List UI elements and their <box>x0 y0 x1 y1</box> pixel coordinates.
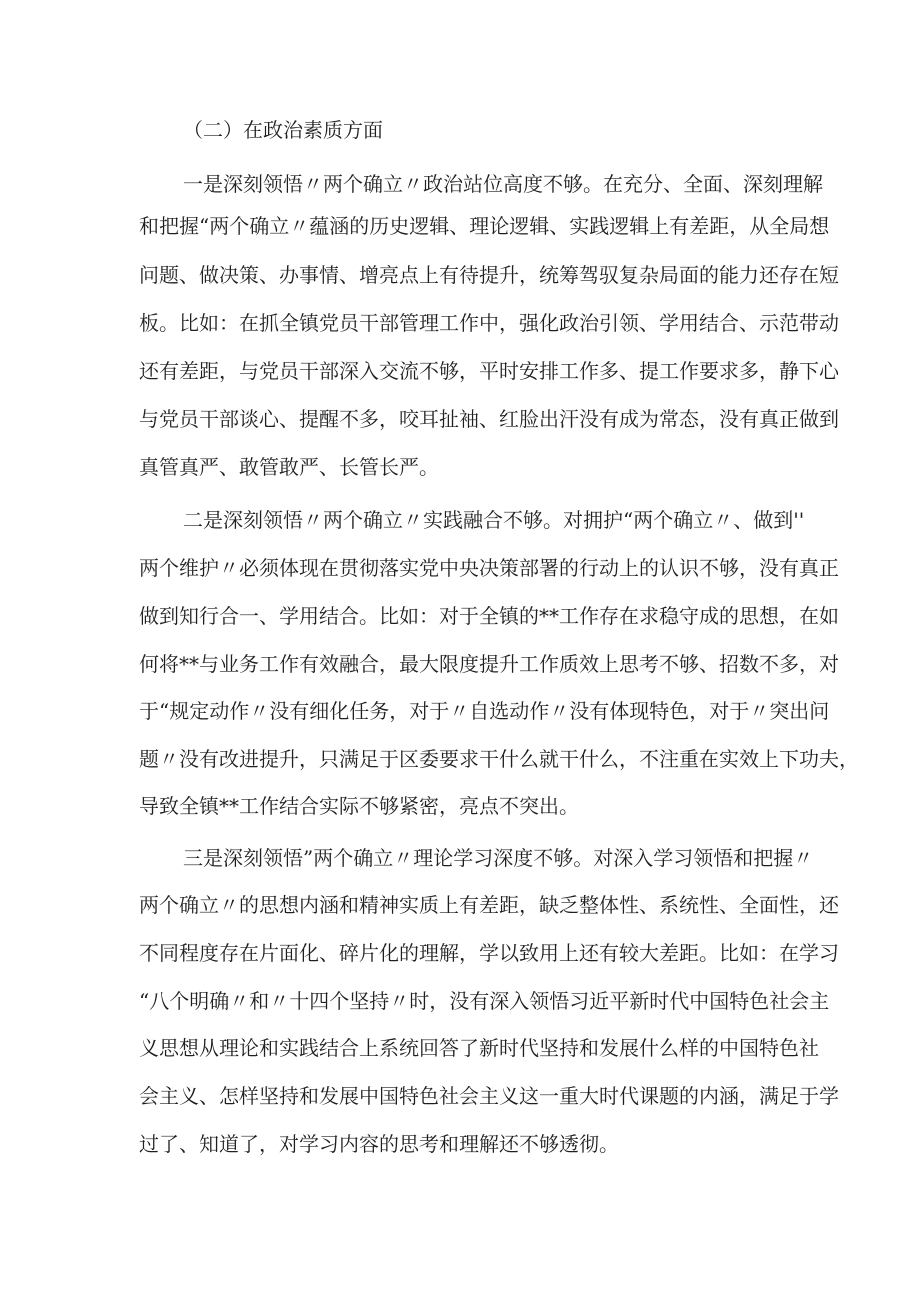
paragraph-line: 两个维护〃必须体现在贯彻落实党中央决策部署的行动上的认识不够，没有真正 <box>139 556 839 580</box>
paragraph-line: 何将**与业务工作有效融合，最大限度提升工作质效上思考不够、招数不多，对 <box>139 652 839 676</box>
paragraph-line: 义思想从理论和实践结合上系统回答了新时代坚持和发展什么样的中国特色社 <box>139 1036 819 1060</box>
paragraph-line: 还有差距，与党员干部深入交流不够，平时安排工作多、提工作要求多，静下心 <box>139 359 839 383</box>
paragraph-line: 不同程度存在片面化、碎片化的理解，学以致用上还有较大差距。比如：在学习 <box>139 941 839 965</box>
paragraph-line: 问题、做决策、办事情、增亮点上有待提升，统筹驾驭复杂局面的能力还存在短 <box>139 263 839 287</box>
paragraph-line: 两个确立〃的思想内涵和精神实质上有差距，缺乏整体性、系统性、全面性，还 <box>139 893 839 917</box>
paragraph-line: 真管真严、敢管敢严、长管长严。 <box>139 455 439 479</box>
paragraph-line: 过了、知道了，对学习内容的思考和理解还不够透彻。 <box>139 1132 619 1156</box>
paragraph-line: 于“规定动作〃没有细化任务，对于〃自选动作〃没有体现特色，对于〃突出问 <box>139 699 830 723</box>
paragraph-line: “八个明确〃和〃十四个坚持〃时，没有深入领悟习近平新时代中国特色社会主 <box>139 989 830 1013</box>
section-heading: （二）在政治素质方面 <box>183 118 383 142</box>
paragraph-line: 三是深刻领悟”两个确立〃理论学习深度不够。对深入学习领悟和把握〃 <box>183 846 814 870</box>
paragraph-line: 导致全镇**工作结合实际不够紧密，亮点不突出。 <box>139 794 579 818</box>
paragraph-line: 一是深刻领悟〃两个确立〃政治站位高度不够。在充分、全面、深刻理解 <box>183 172 823 196</box>
paragraph-line: 会主义、怎样坚持和发展中国特色社会主义这一重大时代课题的内涵，满足于学 <box>139 1084 839 1108</box>
paragraph-line: 题〃没有改进提升，只满足于区委要求干什么就干什么，不注重在实效上下功夫， <box>139 747 859 771</box>
paragraph-line: 与党员干部谈心、提醒不多，咬耳扯袖、红脸出汗没有成为常态，没有真正做到 <box>139 407 839 431</box>
paragraph-line: 做到知行合一、学用结合。比如：对于全镇的**工作存在求稳守成的思想，在如 <box>139 604 839 628</box>
paragraph-line: 和把握“两个确立〃蕴涵的历史逻辑、理论逻辑、实践逻辑上有差距，从全局想 <box>139 214 830 238</box>
paragraph-line: 板。比如：在抓全镇党员干部管理工作中，强化政治引领、学用结合、示范带动 <box>139 311 839 335</box>
paragraph-line: 二是深刻领悟〃两个确立〃实践融合不够。对拥护“两个确立〃、做到'' <box>183 508 805 532</box>
